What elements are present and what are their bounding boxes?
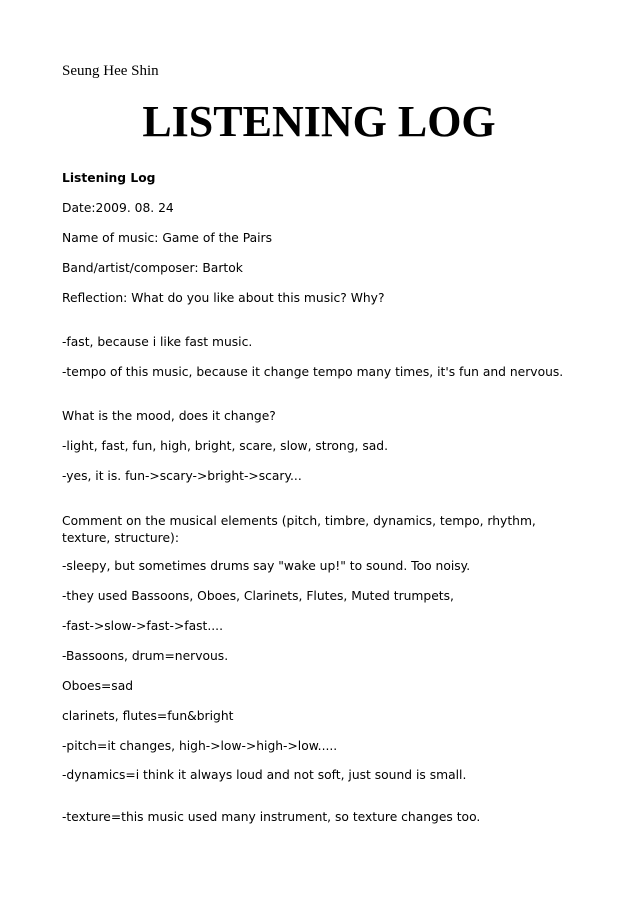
page-title: LISTENING LOG [142, 97, 496, 146]
music-name-line: Name of music: Game of the Pairs [62, 231, 273, 245]
elements-answer: -pitch=it changes, high->low->high->low..... [62, 739, 338, 753]
author-name: Seung Hee Shin [62, 63, 159, 79]
elements-answer: -sleepy, but sometimes drums say "wake up!" to sound. Too noisy. [62, 559, 471, 573]
elements-answer: -texture=this music used many instrument, so texture changes too. [62, 810, 481, 824]
section-heading: Listening Log [62, 171, 156, 185]
elements-answer: Oboes=sad [62, 679, 134, 693]
mood-answer: -light, fast, fun, high, bright, scare, slow, strong, sad. [62, 439, 388, 453]
reflection-question: Reflection: What do you like about this music? Why? [62, 291, 385, 305]
reflection-answer: -fast, because i like fast music. [62, 335, 253, 349]
reflection-answer: -tempo of this music, because it change tempo many times, it's fun and nervous. [62, 365, 564, 379]
mood-answer: -yes, it is. fun->scary->bright->scary... [62, 469, 302, 483]
date-line: Date:2009. 08. 24 [62, 201, 174, 215]
elements-answer: -fast->slow->fast->fast.... [62, 619, 223, 633]
elements-answer: -Bassoons, drum=nervous. [62, 649, 229, 663]
elements-question: Comment on the musical elements (pitch, timbre, dynamics, tempo, rhythm, texture, structure): [62, 514, 536, 545]
elements-answer: -they used Bassoons, Oboes, Clarinets, Flutes, Muted trumpets, [62, 589, 454, 603]
mood-question: What is the mood, does it change? [62, 409, 276, 423]
elements-answer: clarinets, flutes=fun&bright [62, 709, 234, 723]
composer-line: Band/artist/composer: Bartok [62, 261, 243, 275]
elements-answer: -dynamics=i think it always loud and not soft, just sound is small. [62, 768, 467, 782]
